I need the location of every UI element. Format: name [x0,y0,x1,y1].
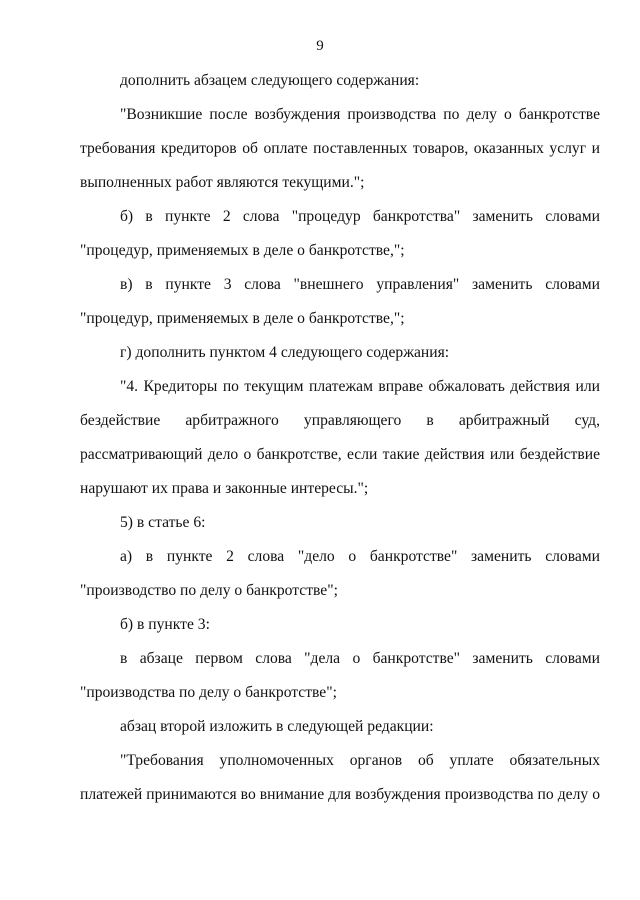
paragraph-8: а) в пункте 2 слова "дело о банкротстве" заменить словами "производство по делу о банкротстве"; [80,548,600,599]
document-body [80,64,600,812]
paragraph-4: в) в пункте 3 слова "внешнего управления" заменить словами "процедур, применяемых в деле о банкротстве,"; [80,276,600,327]
paragraph-1: дополнить абзацем следующего содержания: [120,72,420,89]
paragraph-5: г) дополнить пунктом 4 следующего содержания: [120,344,450,361]
paragraph-6: "4. Кредиторы по текущим платежам вправе обжаловать действия или бездействие арбитражного управляющего в арбитражный суд, рассматривающий дело о банкротстве, если такие действия или бездействие нарушают их права и законные интересы."; [80,378,600,497]
paragraph-12: "Требования уполномоченных органов об уплате обязательных платежей принимаются во внимание для возбуждения производства по делу о [80,752,600,803]
paragraph-11: абзац второй изложить в следующей редакции: [120,718,434,735]
paragraph-10: в абзаце первом слова "дела о банкротстве" заменить словами "производства по делу о банкротстве"; [80,650,600,701]
page-number: 9 [316,38,324,54]
paragraph-7: 5) в статье 6: [120,514,206,531]
paragraph-3: б) в пункте 2 слова "процедур банкротства" заменить словами "процедур, применяемых в деле о банкротстве,"; [80,208,600,259]
paragraph-2: "Возникшие после возбуждения производства по делу о банкротстве требования кредиторов об оплате поставленных товаров, оказанных услуг и выполненных работ являются текущими."; [80,106,600,191]
paragraph-9: б) в пункте 3: [120,616,210,633]
